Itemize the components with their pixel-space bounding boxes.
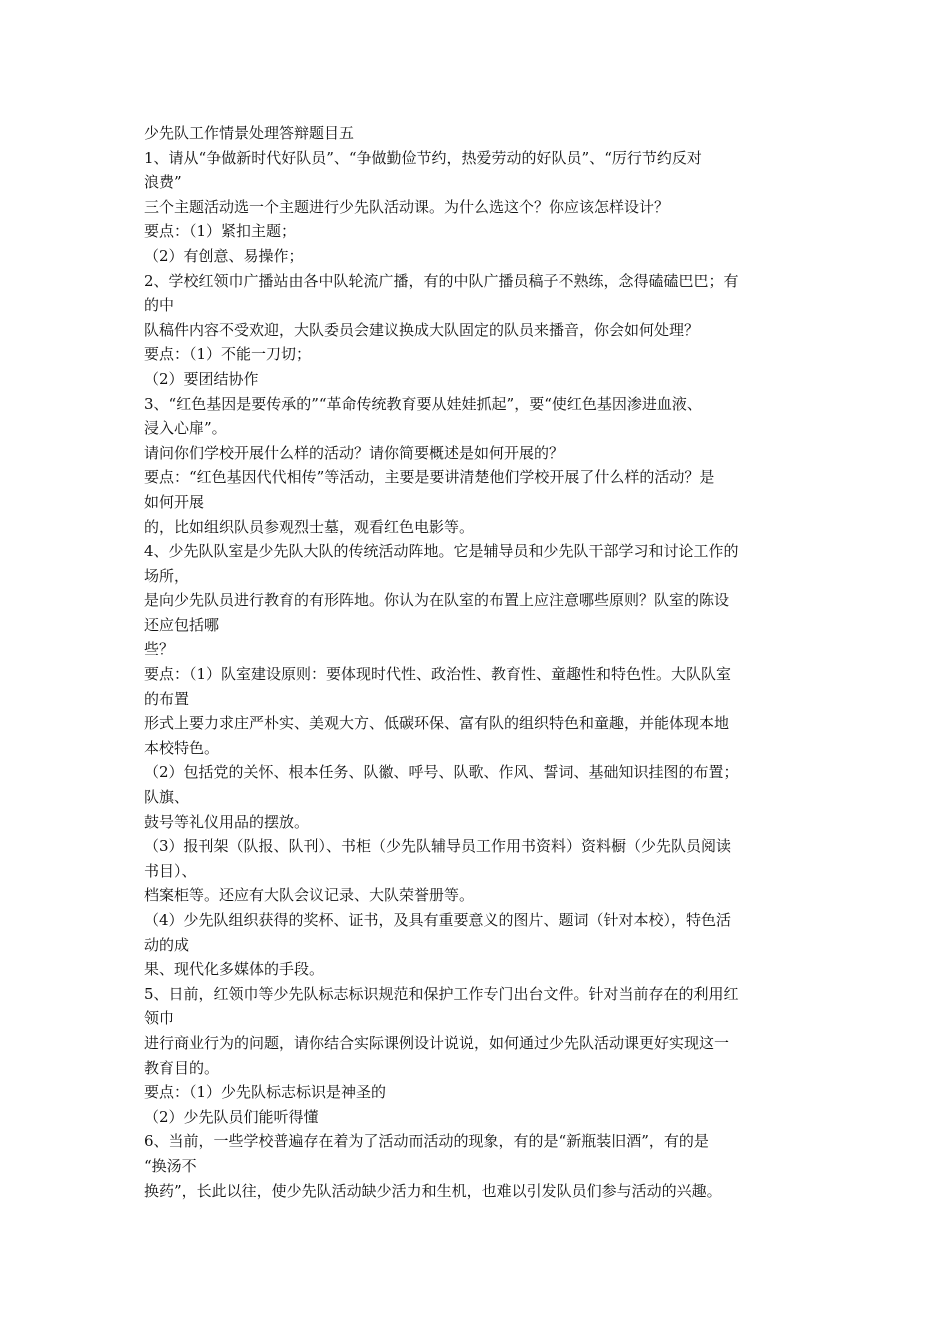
text-line: （4）少先队组织获得的奖杯、证书，及具有重要意义的图片、题词（针对本校），特色活 (144, 911, 732, 929)
text-line: （2）包括党的关怀、根本任务、队徽、呼号、队歌、作风、誓词、基础知识挂图的布置； (144, 763, 739, 782)
text-line: 如何开展 (144, 492, 205, 511)
text-line: 还应包括哪 (144, 615, 220, 634)
text-line: 3、“红色基因是要传承的”“革命传统教育要从娃娃抓起”，要“使红色基因渗进血液、 (144, 394, 702, 413)
text-line: 鼓号等礼仪用品的摆放。 (144, 812, 310, 831)
text-line: 形式上要力求庄严朴实、美观大方、低碳环保、富有队的组织特色和童趣，并能体现本地 (144, 714, 730, 733)
text-line: 场所， (144, 566, 190, 585)
text-line: 换药”，长此以往，使少先队活动缺少活力和生机，也难以引发队员们参与活动的兴趣。 (144, 1181, 722, 1200)
text-line: 动的成 (144, 935, 190, 954)
text-line: （3）报刊架（队报、队刊）、书柜（少先队辅导员工作用书资料）资料橱（少先队员阅读 (144, 837, 732, 856)
document-title: 少先队工作情景处理答辩题目五 (144, 124, 355, 142)
text-line: （2）要团结协作 (144, 369, 259, 388)
text-line: 进行商业行为的问题，请你结合实际课例设计说说，如何通过少先队活动课更好实现这一 (144, 1033, 730, 1052)
text-line: 请问你们学校开展什么样的活动？请你简要概述是如何开展的？ (144, 443, 565, 462)
text-line: 领巾 (144, 1009, 175, 1028)
text-line: “换汤不 (144, 1156, 197, 1175)
text-line: 队旗、 (144, 788, 190, 807)
text-line: 要点：（1）不能一刀切； (144, 345, 312, 364)
text-line: （2）少先队员们能听得懂 (144, 1107, 319, 1126)
text-line: 要点：“红色基因代代相传”等活动，主要是要讲清楚他们学校开展了什么样的活动？是 (144, 468, 715, 487)
text-line: 是向少先队员进行教育的有形阵地。你认为在队室的布置上应注意哪些原则？队室的陈设 (144, 591, 730, 610)
text-line: 要点：（1）少先队标志标识是神圣的 (144, 1083, 387, 1102)
text-line: 的中 (144, 296, 175, 315)
text-line: 三个主题活动选一个主题进行少先队活动课。为什么选这个？你应该怎样设计？ (144, 197, 670, 216)
text-line: 些？ (144, 640, 175, 659)
text-line: 果、现代化多媒体的手段。 (144, 960, 325, 979)
text-line: 教育目的。 (144, 1058, 220, 1077)
text-line: 队稿件内容不受欢迎，大队委员会建议换成大队固定的队员来播音，你会如何处理？ (144, 320, 700, 339)
text-line: 6、当前，一些学校普遍存在着为了活动而活动的现象，有的是“新瓶装旧酒”，有的是 (144, 1132, 709, 1151)
text-line: （2）有创意、易操作； (144, 246, 304, 265)
text-line: 浸入心扉”。 (144, 419, 227, 438)
text-line: 的，比如组织队员参观烈士墓，观看红色电影等。 (144, 517, 475, 536)
document-body (144, 121, 808, 1203)
text-line: 1、请从“争做新时代好队员”、“争做勤俭节约，热爱劳动的好队员”、“厉行节约反对 (144, 148, 702, 167)
text-line: 2、学校红领巾广播站由各中队轮流广播，有的中队广播员稿子不熟练，念得磕磕巴巴；有 (144, 271, 739, 290)
text-line: 5、日前，红领巾等少先队标志标识规范和保护工作专门出台文件。针对当前存在的利用红 (144, 984, 739, 1003)
text-line: 要点：（1）紧扣主题； (144, 222, 297, 241)
text-line: 浪费” (144, 173, 182, 192)
text-line: 档案柜等。还应有大队会议记录、大队荣誉册等。 (144, 886, 475, 905)
text-line: 要点：（1）队室建设原则：要体现时代性、政治性、教育性、童趣性和特色性。大队队室 (144, 665, 732, 684)
text-line: 4、少先队队室是少先队大队的传统活动阵地。它是辅导员和少先队干部学习和讨论工作的 (144, 542, 739, 561)
text-line: 的布置 (144, 689, 190, 708)
text-line: 本校特色。 (144, 738, 220, 757)
text-line: 书目）、 (144, 861, 197, 880)
